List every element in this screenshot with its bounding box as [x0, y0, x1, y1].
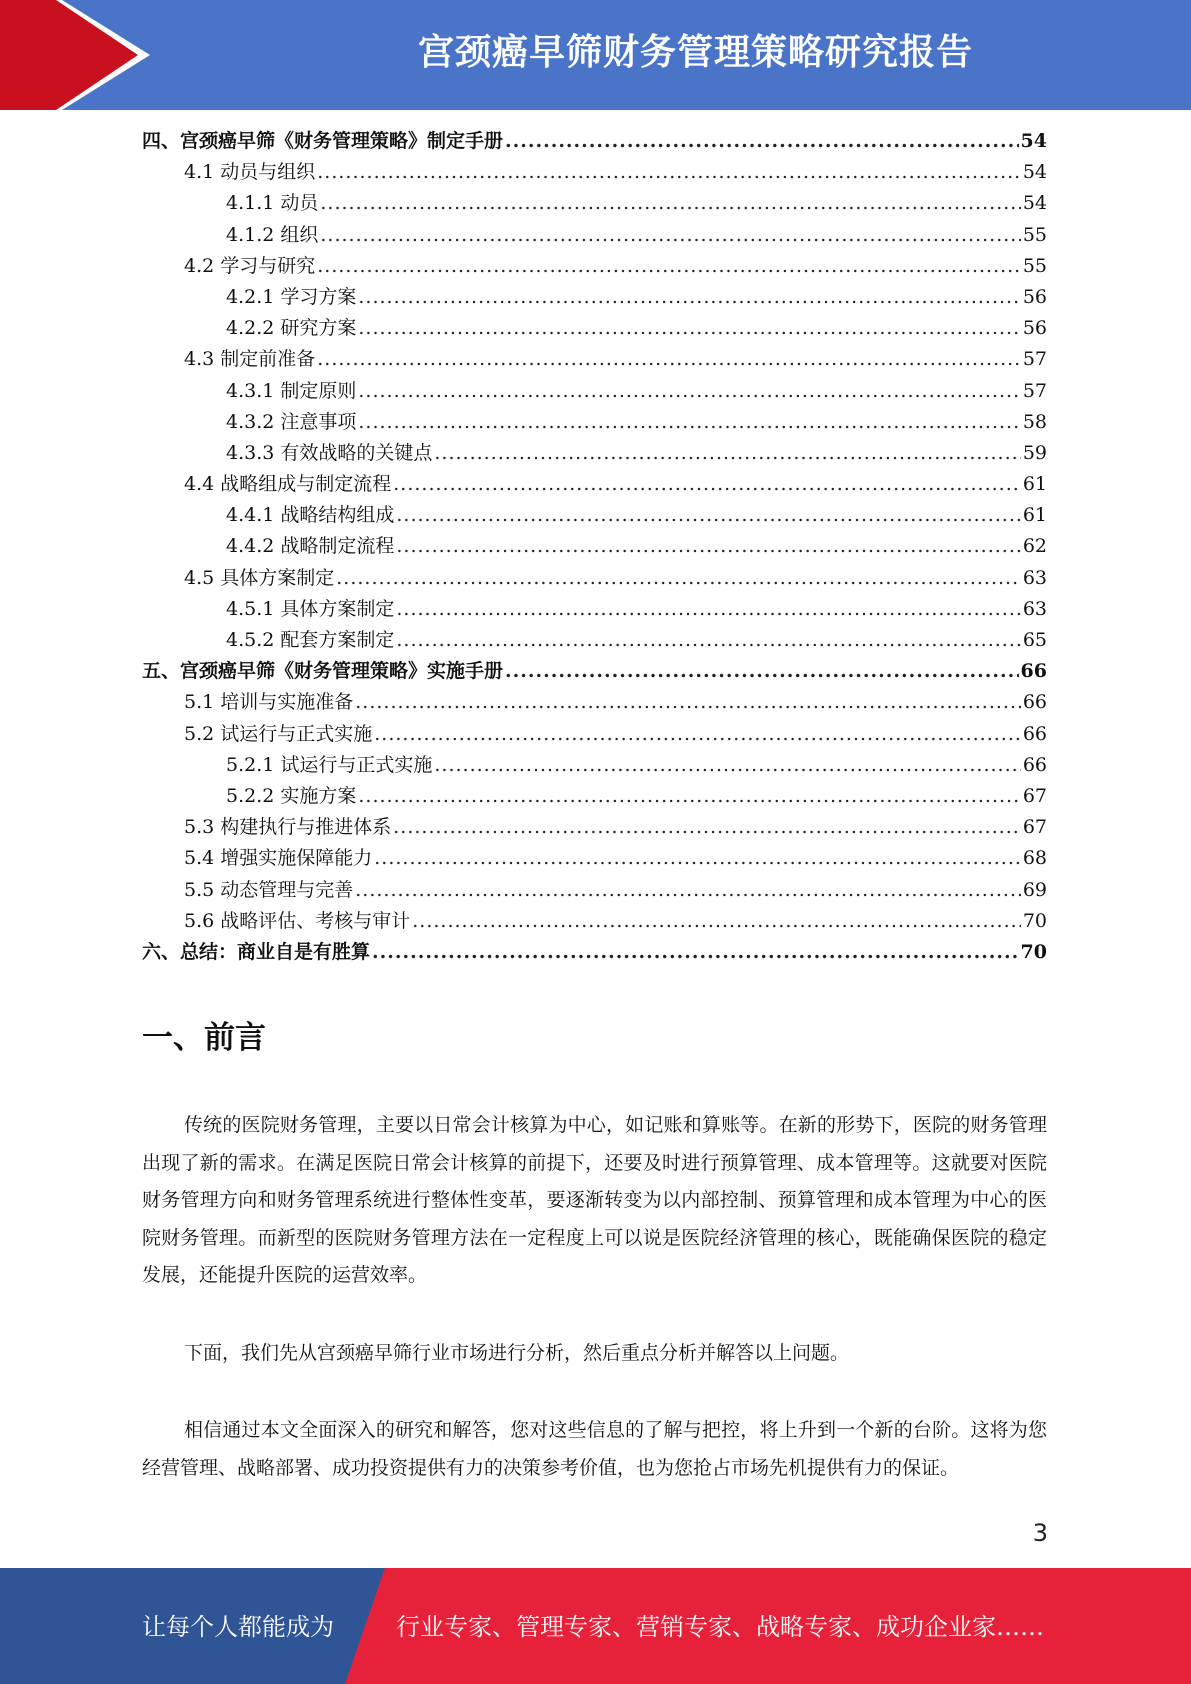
toc-dot-leader [396, 598, 1020, 620]
toc-dot-leader [393, 473, 1021, 495]
toc-page-number: 63 [1022, 597, 1047, 620]
toc-dot-leader [372, 941, 1019, 963]
toc-page-number: 67 [1022, 816, 1047, 839]
toc-entry[interactable] [142, 188, 1047, 219]
toc-entry[interactable] [142, 376, 1047, 407]
toc-entry[interactable] [142, 625, 1047, 656]
toc-dot-leader [393, 816, 1021, 838]
toc-entry[interactable] [142, 220, 1047, 251]
toc-page-number: 56 [1022, 317, 1047, 340]
toc-page-number: 57 [1022, 348, 1047, 371]
toc-dot-leader [412, 910, 1021, 932]
toc-page-number: 70 [1020, 940, 1047, 963]
toc-entry[interactable] [142, 500, 1047, 531]
toc-dot-leader [396, 504, 1020, 526]
toc-entry-title: 5.2.1 试运行与正式实施 [226, 753, 433, 776]
toc-entry[interactable] [142, 781, 1047, 812]
toc-entry[interactable] [142, 344, 1047, 375]
toc-entry-title: 4.5.1 具体方案制定 [226, 597, 395, 620]
toc-dot-leader [317, 348, 1021, 370]
toc-page-number: 58 [1022, 410, 1047, 433]
toc-entry-title: 4.4 战略组成与制定流程 [184, 473, 392, 496]
toc-dot-leader [358, 286, 1020, 308]
toc-entry[interactable] [142, 531, 1047, 562]
toc-dot-leader [358, 411, 1020, 433]
toc-entry[interactable] [142, 407, 1047, 438]
toc-dot-leader [358, 785, 1020, 807]
toc-entry-title: 4.2.1 学习方案 [226, 285, 357, 308]
toc-entry[interactable] [142, 937, 1047, 968]
toc-entry[interactable] [142, 282, 1047, 313]
toc-page-number: 63 [1022, 566, 1047, 589]
toc-entry[interactable] [142, 313, 1047, 344]
toc-dot-leader [320, 224, 1020, 246]
toc-page-number: 66 [1022, 722, 1047, 745]
toc-entry-title: 5.5 动态管理与完善 [184, 878, 354, 901]
toc-dot-leader [317, 161, 1021, 183]
toc-page-number: 54 [1022, 192, 1047, 215]
toc-entry[interactable] [142, 656, 1047, 687]
toc-dot-leader [355, 879, 1021, 901]
toc-entry-title: 5.2 试运行与正式实施 [184, 722, 373, 745]
toc-entry-title: 5.6 战略评估、考核与审计 [184, 909, 411, 932]
toc-entry-title: 4.1 动员与组织 [184, 161, 316, 184]
toc-page-number: 61 [1022, 504, 1047, 527]
toc-dot-leader [317, 255, 1021, 277]
toc-page-number: 54 [1022, 161, 1047, 184]
toc-entry-title: 4.3.3 有效战略的关键点 [226, 441, 433, 464]
toc-entry-title: 5.4 增强实施保障能力 [184, 847, 373, 870]
toc-entry[interactable] [142, 719, 1047, 750]
body-paragraph: 相信通过本文全面深入的研究和解答，您对这些信息的了解与把控，将上升到一个新的台阶。这将为您经营管理、战略部署、成功投资提供有力的决策参考价值，也为您抢占市场先机提供有力的保证。 [142, 1419, 1047, 1479]
toc-entry-title: 4.5 具体方案制定 [184, 566, 335, 589]
toc-entry-title: 5.3 构建执行与推进体系 [184, 816, 392, 839]
toc-entry-title: 4.3.1 制定原则 [226, 379, 357, 402]
toc-page-number: 57 [1022, 379, 1047, 402]
toc-entry[interactable] [142, 594, 1047, 625]
toc-page-number: 55 [1022, 223, 1047, 246]
toc-page-number: 70 [1022, 909, 1047, 932]
body-paragraph: 下面，我们先从宫颈癌早筛行业市场进行分析，然后重点分析并解答以上问题。 [184, 1342, 850, 1364]
footer-slogan-right: 行业专家、管理专家、营销专家、战略专家、成功企业家…… [396, 1613, 1044, 1641]
toc-entry[interactable] [142, 251, 1047, 282]
toc-dot-leader [434, 754, 1020, 776]
toc-dot-leader [355, 691, 1021, 713]
toc-page-number: 54 [1020, 130, 1047, 152]
toc-entry-title: 4.3.2 注意事项 [226, 410, 357, 433]
toc-entry[interactable] [142, 438, 1047, 469]
body-paragraph: 传统的医院财务管理，主要以日常会计核算为中心，如记账和算账等。在新的形势下，医院的财务管理出现了新的需求。在满足医院日常会计核算的前提下，还要及时进行预算管理、成本管理等。这就要对医院财务管理方向和财务管理系统进行整体性变革，要逐渐转变为以内部控制、预算管理和成本管理为中心的医院财务管理。而新型的医院财务管理方法在一定程度上可以说是医院经济管理的核心，既能确保医院的稳定发展，还能提升医院的运营效率。 [142, 1114, 1047, 1286]
toc-entry-title: 4.2 学习与研究 [184, 254, 316, 277]
toc-page-number: 59 [1022, 441, 1047, 464]
report-title: 宫颈癌早筛财务管理策略研究报告 [417, 32, 973, 73]
toc-page-number: 56 [1022, 285, 1047, 308]
toc-page-number: 61 [1022, 473, 1047, 496]
toc-entry[interactable] [142, 563, 1047, 594]
toc-entry[interactable] [142, 875, 1047, 906]
toc-entry-title: 4.1.2 组织 [226, 223, 319, 246]
toc-entry[interactable] [142, 469, 1047, 500]
page-footer [0, 1568, 1191, 1684]
toc-entry[interactable] [142, 157, 1047, 188]
toc-page-number: 68 [1022, 847, 1047, 870]
toc-dot-leader [505, 660, 1019, 682]
toc-entry-title: 4.4.2 战略制定流程 [226, 535, 395, 558]
toc-entry-title: 4.2.2 研究方案 [226, 317, 357, 340]
toc-page-number: 66 [1022, 691, 1047, 714]
toc-dot-leader [336, 567, 1021, 589]
toc-entry-title: 5.2.2 实施方案 [226, 784, 357, 807]
toc-page-number: 69 [1022, 878, 1047, 901]
toc-dot-leader [374, 723, 1021, 745]
toc-dot-leader [374, 847, 1021, 869]
toc-entry[interactable] [142, 126, 1047, 157]
toc-entry-title: 五、宫颈癌早筛《财务管理策略》实施手册 [142, 660, 504, 683]
toc-entry[interactable] [142, 906, 1047, 937]
toc-entry-title: 四、宫颈癌早筛《财务管理策略》制定手册 [142, 130, 504, 152]
toc-entry-title: 4.1.1 动员 [226, 192, 319, 215]
toc-page-number: 65 [1022, 629, 1047, 651]
toc-entry[interactable] [142, 750, 1047, 781]
toc-dot-leader [396, 535, 1020, 557]
toc-dot-leader [434, 442, 1020, 464]
toc-page-number: 67 [1022, 784, 1047, 807]
toc-page-number: 62 [1022, 535, 1047, 558]
toc-page-number: 66 [1020, 660, 1047, 683]
toc-entry-title: 4.5.2 配套方案制定 [226, 629, 395, 651]
page-header [0, 0, 1191, 110]
toc-entry-title: 5.1 培训与实施准备 [184, 691, 354, 714]
toc-dot-leader [505, 130, 1019, 152]
toc-dot-leader [358, 380, 1020, 402]
toc-page-number: 66 [1022, 753, 1047, 776]
toc-entry[interactable] [142, 843, 1047, 874]
toc-page-number: 55 [1022, 254, 1047, 277]
section-heading: 一、前言 [142, 1020, 266, 1056]
footer-slogan-left: 让每个人都能成为 [142, 1613, 334, 1641]
toc-entry[interactable] [142, 687, 1047, 718]
toc-entry-title: 4.3 制定前准备 [184, 348, 316, 371]
table-of-contents [142, 126, 1047, 968]
page-number: 3 [1032, 1519, 1048, 1547]
toc-dot-leader [396, 629, 1020, 651]
toc-entry-title: 六、总结：商业自是有胜算 [142, 940, 371, 963]
toc-dot-leader [320, 192, 1020, 214]
toc-entry[interactable] [142, 812, 1047, 843]
toc-entry-title: 4.4.1 战略结构组成 [226, 504, 395, 527]
toc-dot-leader [358, 317, 1020, 339]
